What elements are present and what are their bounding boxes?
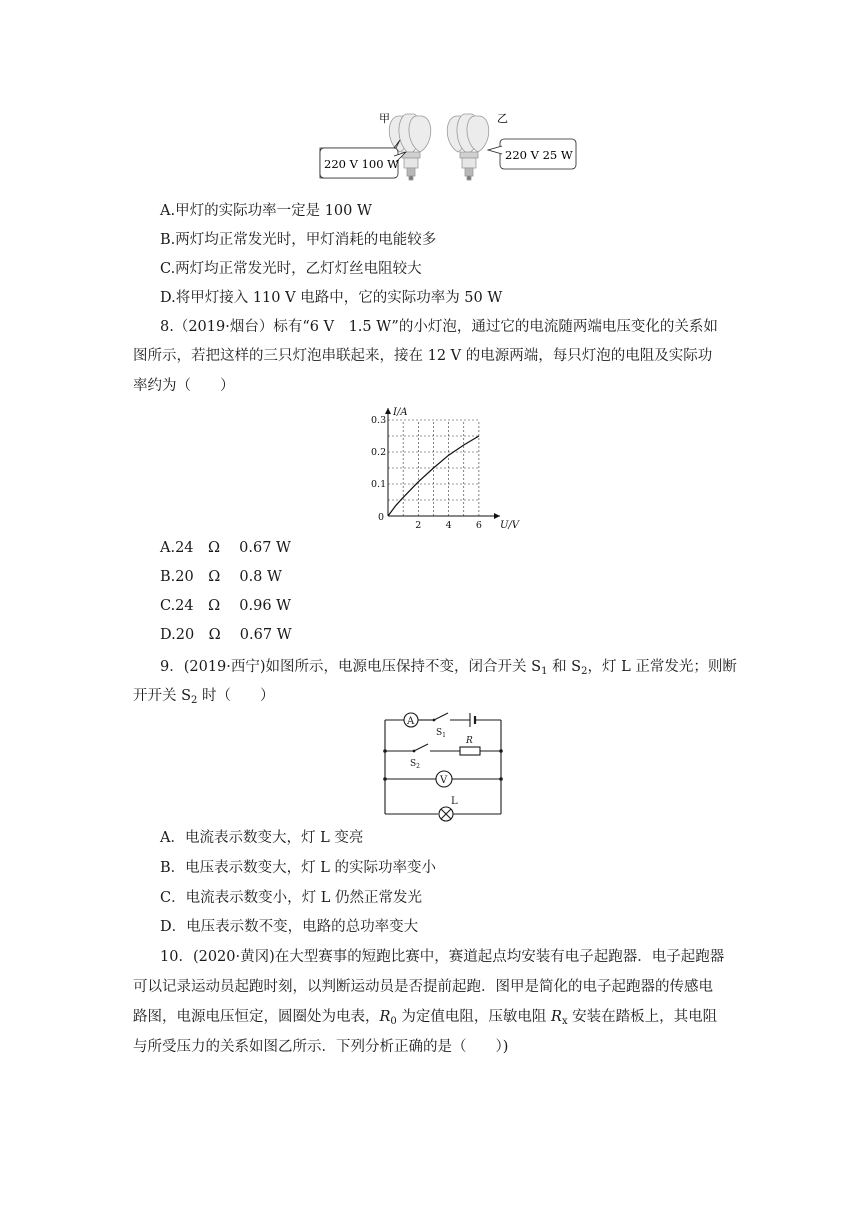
iv-chart (360, 404, 530, 534)
q7-option-c: C.两灯均正常发光时，乙灯灯丝电阻较大 (160, 261, 422, 277)
y-tick-label: 0.2 (371, 447, 387, 458)
circuit-diagram (378, 708, 508, 822)
x-tick-label: 4 (445, 520, 452, 531)
bulbs-figure (316, 108, 586, 194)
svg-text:V: V (440, 775, 448, 786)
q9-option-c: C．电流表示数变小，灯 L 仍然正常发光 (160, 890, 422, 906)
svg-text:S2: $S_2$ (410, 759, 420, 770)
label-yi: 乙 (497, 112, 508, 125)
q9-option-a: A．电流表示数变大，灯 L 变亮 (160, 830, 364, 846)
svg-text:S1: $S_1$ (436, 728, 446, 739)
svg-text:A: A (407, 716, 415, 727)
y-tick-label: 0.1 (371, 479, 387, 490)
q7-option-a: A.甲灯的实际功率一定是 100 W (160, 203, 372, 219)
q10-line-1: 10．(2020·黄冈)在大型赛事的短跑比赛中，赛道起点均安装有电子起跑器．电子起跑器 (160, 949, 725, 965)
y-axis-arrow (385, 408, 391, 414)
origin-label: 0 (378, 512, 385, 523)
q8-option-d: D.20 Ω 0.67 W (160, 627, 292, 643)
q8-option-a: A.24 Ω 0.67 W (160, 540, 291, 556)
q8-line-3: 率约为（ ） (133, 378, 235, 394)
resistor-icon (460, 747, 480, 755)
q9-option-d: D．电压表示数不变，电路的总功率变大 (160, 919, 419, 935)
switch-s1-icon (434, 713, 448, 720)
x-tick-label: 6 (475, 520, 482, 531)
q9-line-2: 开开关 $S_2$ 时（ ） (133, 688, 275, 706)
rating-box-yi (488, 139, 576, 169)
q10-line-3: 路图，电源电压恒定，圆圈处为电表，$R_0$ 为定值电阻，压敏电阻 $R_x$ 安装在踏板上，其电阻 (133, 1009, 718, 1027)
q10-line-4: 与所受压力的关系如图乙所示．下列分析正确的是（ ）) (133, 1039, 509, 1055)
svg-text:L: L (451, 796, 458, 807)
q9-line-1: 9．(2019·西宁)如图所示，电源电压保持不变，闭合开关 $S_1$ 和 $S_2$，灯 L 正常发光；则断 (160, 659, 737, 677)
q8-option-c: C.24 Ω 0.96 W (160, 598, 292, 614)
switch-s2-icon (414, 744, 428, 751)
q8-line-1: 8.（2019·烟台）标有“6 V 1.5 W”的小灯泡，通过它的电流随两端电压变化的关系如 (160, 319, 718, 335)
svg-text:R: R (466, 736, 473, 746)
x-axis-arrow (494, 513, 500, 519)
x-tick-label: 2 (415, 520, 422, 531)
svg-text:220 V 25 W: 220 V 25 W (505, 148, 573, 162)
q8-option-b: B.20 Ω 0.8 W (160, 569, 282, 585)
q10-line-2: 可以记录运动员起跑时刻，以判断运动员是否提前起跑．图甲是简化的电子起跑器的传感电 (133, 979, 713, 995)
q9-option-b: B．电压表示数变大，灯 L 的实际功率变小 (160, 860, 437, 876)
x-axis-label: U/V (500, 520, 520, 531)
q7-option-b: B.两灯均正常发光时，甲灯消耗的电能较多 (160, 232, 437, 248)
q8-line-2: 图所示，若把这样的三只灯泡串联起来，接在 12 V 的电源两端，每只灯泡的电阻及实际功 (133, 348, 713, 364)
y-tick-label: 0.3 (371, 415, 387, 426)
label-jia: 甲 (379, 112, 390, 125)
svg-text:220 V 100 W: 220 V 100 W (324, 157, 399, 171)
y-axis-label: I/A (393, 407, 408, 418)
q7-option-d: D.将甲灯接入 110 V 电路中，它的实际功率为 50 W (160, 290, 503, 306)
bulb-yi-icon (447, 114, 489, 180)
